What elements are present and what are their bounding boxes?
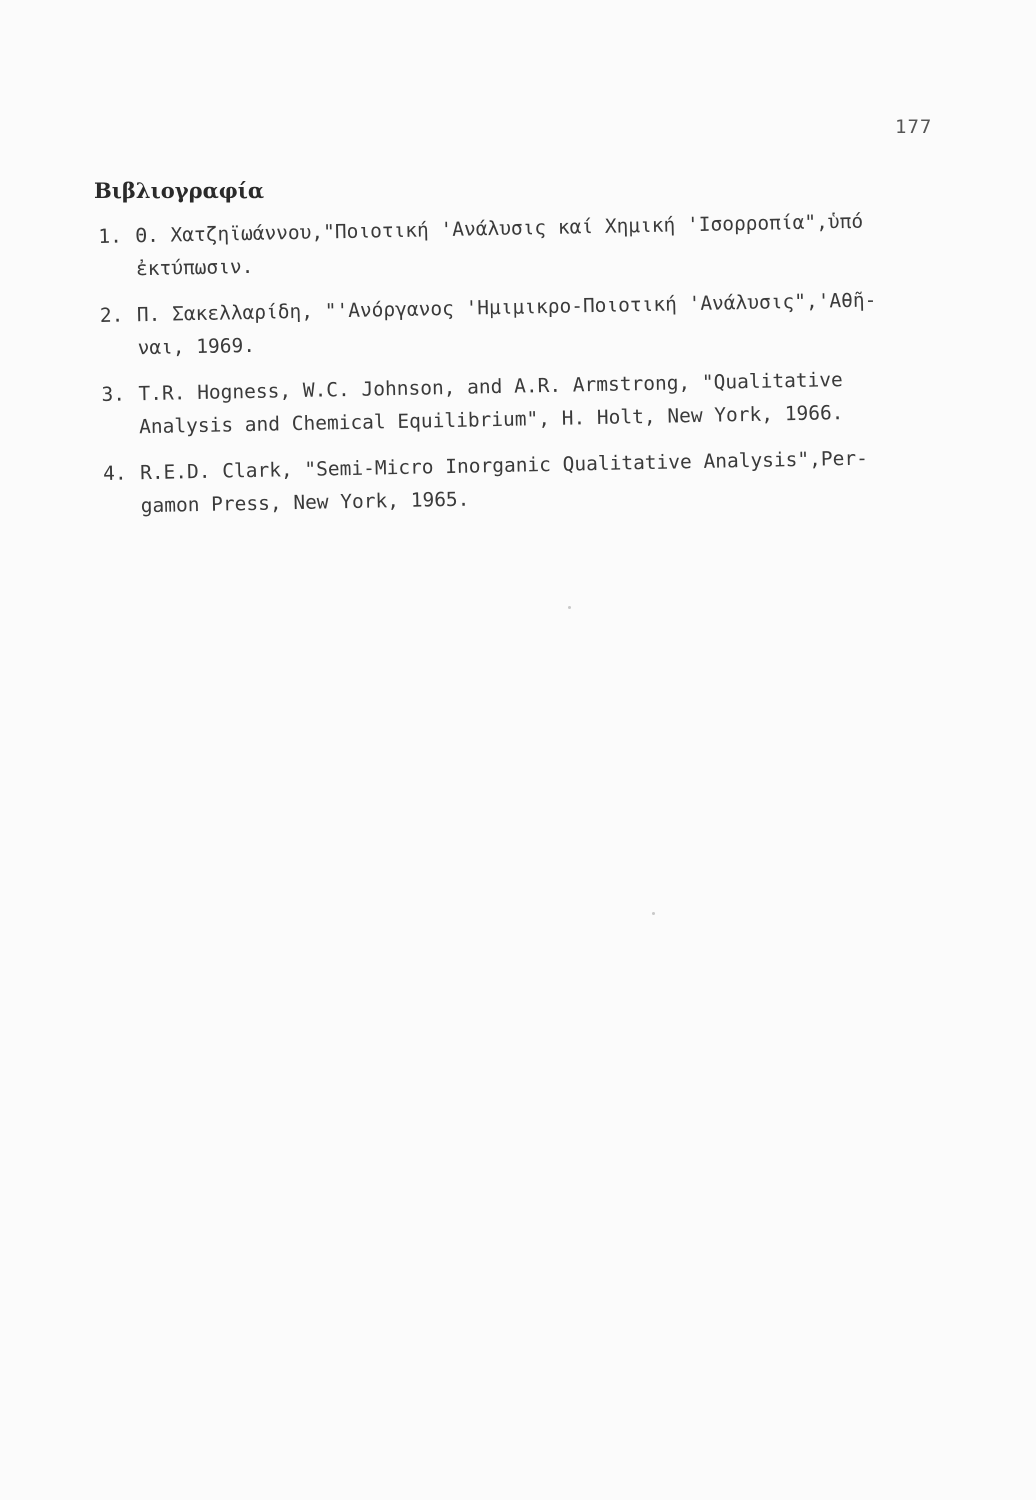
reference-item (100, 282, 961, 365)
reference-text-line: ἐκτύπωσιν. (135, 254, 254, 281)
reference-number: 4. (102, 461, 127, 485)
reference-number: 1. (98, 224, 123, 248)
reference-text-line: T.R. Hogness, W.C. Johnson, and A.R. Armstrong, "Qualitative (138, 368, 843, 406)
scan-speck (568, 606, 571, 609)
reference-text-line: R.E.D. Clark, "Semi-Micro Inorganic Qualitative Analysis",Per- (139, 446, 869, 485)
page-number: 177 (895, 116, 933, 138)
reference-number: 2. (99, 303, 124, 327)
reference-text-line: Analysis and Chemical Equilibrium", H. Holt, New York, 1966. (138, 401, 844, 439)
reference-text-line: Π. Σακελλαρίδη, "'Ανόργανος 'Ημιμικρο-Ποιοτική 'Ανάλυσις",'Αθῆ- (136, 288, 877, 327)
scan-speck (652, 912, 655, 915)
reference-item (103, 440, 964, 523)
section-heading: Βιβλιογραφία (94, 178, 265, 203)
reference-list (98, 203, 964, 536)
reference-text-line: Θ. Χατζηϊωάννου,"Ποιοτική 'Ανάλυσις καί Χημική 'Ισορροπία",ὑπό (135, 209, 864, 248)
reference-text-line: ναι, 1969. (137, 333, 256, 360)
reference-text-line: gamon Press, New York, 1965. (140, 487, 470, 518)
reference-item (98, 203, 959, 286)
reference-number: 3. (101, 382, 126, 406)
reference-item (101, 361, 962, 444)
